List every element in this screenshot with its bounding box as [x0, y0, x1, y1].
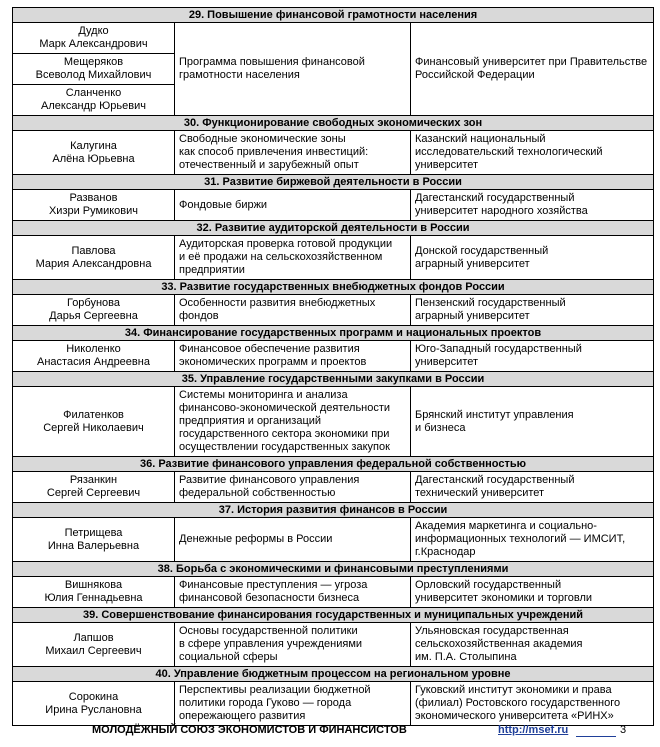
- footer-underline: [576, 736, 616, 737]
- report-topic: Аудиторская проверка готовой продукции и её продажи на сельскохозяйственном предприятии: [175, 236, 411, 280]
- section-title: 29. Повышение финансовой грамотности населения: [13, 8, 654, 23]
- section-title: 34. Финансирование государственных программ и национальных проектов: [13, 326, 654, 341]
- participant-row: [13, 623, 654, 667]
- participant-name: Павлова Мария Александровна: [13, 236, 175, 280]
- section-title: 30. Функционирование свободных экономических зон: [13, 116, 654, 131]
- participant-row: [13, 341, 654, 372]
- participant-row: [13, 236, 654, 280]
- participant-row: [13, 577, 654, 608]
- section-header-row: [13, 503, 654, 518]
- report-topic: Перспективы реализации бюджетной политики города Гуково — города опережающего развития: [175, 682, 411, 726]
- section-header-row: [13, 326, 654, 341]
- section-title: 35. Управление государственными закупками в России: [13, 372, 654, 387]
- participant-name: Разванов Хизри Румикович: [13, 190, 175, 221]
- university: Ульяновская государственная сельскохозяйственная академия им. П.А. Столыпина: [411, 623, 654, 667]
- section-title: 32. Развитие аудиторской деятельности в России: [13, 221, 654, 236]
- footer-organization: МОЛОДЁЖНЫЙ СОЮЗ ЭКОНОМИСТОВ И ФИНАНСИСТОВ: [92, 724, 407, 736]
- section-header-row: [13, 667, 654, 682]
- participant-name: Вишнякова Юлия Геннадьевна: [13, 577, 175, 608]
- section-header-row: [13, 608, 654, 623]
- section-header-row: [13, 221, 654, 236]
- section-header-row: [13, 457, 654, 472]
- participant-name: Лапшов Михаил Сергеевич: [13, 623, 175, 667]
- university: Юго-Западный государственный университет: [411, 341, 654, 372]
- participant-row: [13, 190, 654, 221]
- page-footer: [0, 716, 660, 746]
- section-header-row: [13, 175, 654, 190]
- report-topic: Денежные реформы в России: [175, 518, 411, 562]
- participant-name: Петрищева Инна Валерьевна: [13, 518, 175, 562]
- participants-table: [12, 7, 654, 726]
- participant-name: Сорокина Ирина Руслановна: [13, 682, 175, 726]
- section-title: 37. История развития финансов в России: [13, 503, 654, 518]
- university: Казанский национальный исследовательский технологический университет: [411, 131, 654, 175]
- university: Дагестанский государственный университет народного хозяйства: [411, 190, 654, 221]
- page-number: 3: [620, 724, 627, 736]
- university: Пензенский государственный аграрный университет: [411, 295, 654, 326]
- section-title: 36. Развитие финансового управления федеральной собственностью: [13, 457, 654, 472]
- participant-row: [13, 472, 654, 503]
- participant-row: [13, 518, 654, 562]
- university: Брянский институт управления и бизнеса: [411, 387, 654, 457]
- section-title: 39. Совершенствование финансирования государственных и муниципальных учреждений: [13, 608, 654, 623]
- participant-name: Рязанкин Сергей Сергеевич: [13, 472, 175, 503]
- report-topic: Свободные экономические зоны как способ привлечения инвестиций: отечественный и зарубежный опыт: [175, 131, 411, 175]
- report-topic: Развитие финансового управления федеральной собственностью: [175, 472, 411, 503]
- report-topic: Системы мониторинга и анализа финансово-экономической деятельности предприятия и организаций государственного сектора экономики при осуществлении государственных закупок: [175, 387, 411, 457]
- participant-name: Мещеряков Всеволод Михайлович: [13, 54, 175, 85]
- participant-name: Калугина Алёна Юрьевна: [13, 131, 175, 175]
- university: Академия маркетинга и социально- информационных технологий — ИМСИТ, г.Краснодар: [411, 518, 654, 562]
- participants-table-page: [12, 7, 653, 726]
- section-title: 38. Борьба с экономическими и финансовыми преступлениями: [13, 562, 654, 577]
- participant-name: Сланченко Александр Юрьевич: [13, 85, 175, 116]
- report-topic: Финансовое обеспечение развития экономических программ и проектов: [175, 341, 411, 372]
- report-topic: Фондовые биржи: [175, 190, 411, 221]
- section-title: 40. Управление бюджетным процессом на региональном уровне: [13, 667, 654, 682]
- participant-name: Николенко Анастасия Андреевна: [13, 341, 175, 372]
- report-topic: Основы государственной политики в сфере управления учреждениями социальной сферы: [175, 623, 411, 667]
- university: Гуковский институт экономики и права (филиал) Ростовского государственного экономического университета «РИНХ»: [411, 682, 654, 726]
- university: Орловский государственный университет экономики и торговли: [411, 577, 654, 608]
- university: Донской государственный аграрный университет: [411, 236, 654, 280]
- section-title: 31. Развитие биржевой деятельности в России: [13, 175, 654, 190]
- section-header-row: [13, 562, 654, 577]
- section-header-row: [13, 8, 654, 23]
- participant-row: [13, 131, 654, 175]
- section-header-row: [13, 116, 654, 131]
- report-topic: Финансовые преступления — угроза финансовой безопасности бизнеса: [175, 577, 411, 608]
- participant-name: Горбунова Дарья Сергеевна: [13, 295, 175, 326]
- university: Дагестанский государственный технический университет: [411, 472, 654, 503]
- participant-row: [13, 23, 654, 54]
- section-title: 33. Развитие государственных внебюджетных фондов России: [13, 280, 654, 295]
- report-topic: Программа повышения финансовой грамотности населения: [175, 23, 411, 116]
- participant-name: Дудко Марк Александрович: [13, 23, 175, 54]
- section-header-row: [13, 280, 654, 295]
- university: Финансовый университет при Правительстве Российской Федерации: [411, 23, 654, 116]
- participant-name: Филатенков Сергей Николаевич: [13, 387, 175, 457]
- participant-row: [13, 387, 654, 457]
- report-topic: Особенности развития внебюджетных фондов: [175, 295, 411, 326]
- section-header-row: [13, 372, 654, 387]
- participant-row: [13, 295, 654, 326]
- footer-website-link[interactable]: http://msef.ru: [498, 724, 569, 736]
